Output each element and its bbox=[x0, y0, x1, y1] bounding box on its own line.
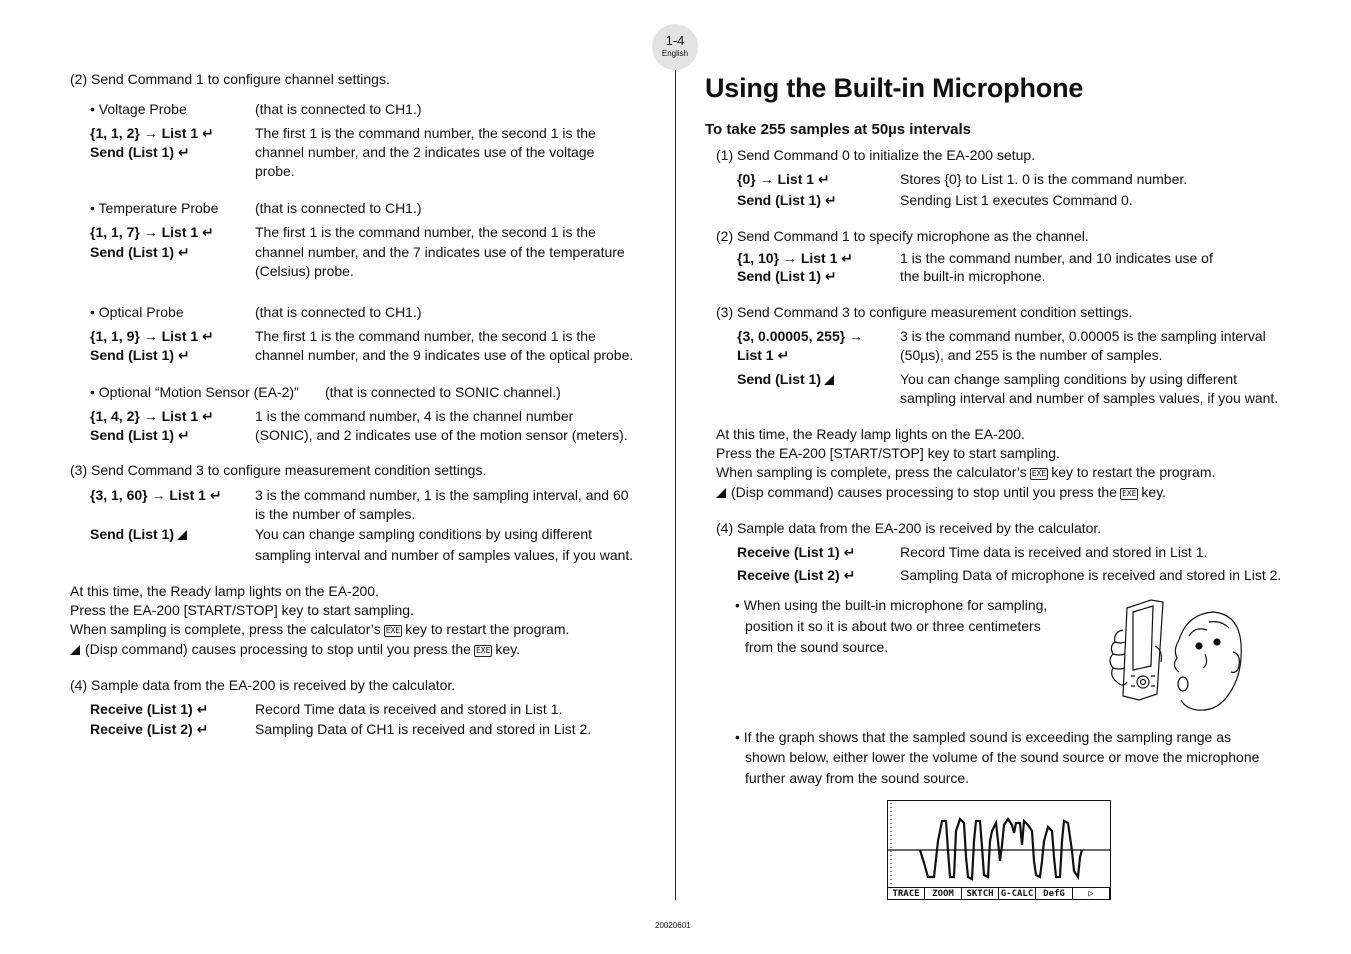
left-recv-desc1: Record Time data is received and stored in List 1. bbox=[255, 701, 563, 717]
exe-key-icon: EXE bbox=[1031, 469, 1047, 478]
optical-label: • Optical Probe bbox=[90, 304, 184, 320]
enter-arrow-icon: ↵ bbox=[192, 721, 209, 737]
left-cond-desc2-1: You can change sampling conditions by using different bbox=[255, 526, 593, 542]
init-desc1: Stores {0} to List 1. 0 is the command number. bbox=[900, 171, 1188, 187]
chan-cmd2 bbox=[737, 267, 837, 286]
temperature-note: (that is connected to CH1.) bbox=[255, 200, 422, 216]
left-cond-desc2-2: sampling interval and number of samples values, if you want. bbox=[255, 547, 634, 563]
left-cond-cmd1-text: {3, 1, 60} → List 1 bbox=[90, 487, 206, 503]
left-para-3 bbox=[70, 620, 569, 639]
disp-triangle-icon bbox=[177, 530, 187, 540]
enter-arrow-icon: ↵ bbox=[198, 408, 214, 424]
enter-arrow-icon: ↵ bbox=[192, 701, 209, 717]
enter-arrow-icon: ↵ bbox=[839, 544, 856, 560]
page-language: English bbox=[661, 49, 689, 58]
init-cmd1-text: {0} → List 1 bbox=[737, 171, 815, 187]
page-number: 1-4 bbox=[665, 33, 685, 48]
left-para-4a: (Disp command) causes processing to stop until you press the bbox=[85, 641, 471, 657]
left-para-3a: When sampling is complete, press the calculator’s bbox=[70, 621, 381, 637]
motion-desc-1: 1 is the command number, 4 is the channel number bbox=[255, 408, 574, 424]
motion-cmd1 bbox=[90, 407, 214, 426]
optical-cmd2-text: Send (List 1) bbox=[90, 347, 175, 363]
right-para-3b: key to restart the program. bbox=[1051, 464, 1216, 480]
bullet2-line1: • If the graph shows that the sampled sound is exceeding the sampling range as bbox=[735, 729, 1231, 745]
right-para-4a: (Disp command) causes processing to stop until you press the bbox=[731, 484, 1117, 500]
right-para-3 bbox=[716, 463, 1215, 482]
voltage-desc-2: channel number, and the 2 indicates use of the voltage bbox=[255, 144, 595, 160]
page-title: Using the Built-in Microphone bbox=[705, 73, 1084, 103]
enter-arrow-icon: ↵ bbox=[814, 171, 830, 187]
left-cond-desc1-2: is the number of samples. bbox=[255, 506, 416, 522]
exe-key-icon: EXE bbox=[475, 646, 491, 655]
motion-cmd2 bbox=[90, 426, 190, 445]
left-para-4b: key. bbox=[495, 641, 521, 657]
optical-cmd2 bbox=[90, 346, 190, 365]
chan-desc-2: the built-in microphone. bbox=[900, 268, 1046, 284]
left-recv-cmd2 bbox=[90, 720, 208, 739]
chan-cmd2-text: Send (List 1) bbox=[737, 268, 822, 284]
bullet1-line1: • When using the built-in microphone for sampling, bbox=[735, 597, 1048, 613]
chan-cmd1-text: {1, 10} → List 1 bbox=[737, 250, 838, 266]
left-para-3b: key to restart the program. bbox=[405, 621, 570, 637]
optical-cmd1 bbox=[90, 327, 214, 346]
voltage-cmd2 bbox=[90, 143, 190, 162]
motion-cmd2-text: Send (List 1) bbox=[90, 427, 175, 443]
right-para-2: Press the EA-200 [START/STOP] key to start sampling. bbox=[716, 445, 1060, 461]
voltage-cmd1 bbox=[90, 124, 214, 143]
left-cond-cmd2 bbox=[90, 525, 187, 544]
enter-arrow-icon: ↵ bbox=[174, 347, 190, 363]
optical-desc-1: The first 1 is the command number, the second 1 is the bbox=[255, 328, 596, 344]
motion-note: (that is connected to SONIC channel.) bbox=[325, 384, 561, 400]
right-para-3a: When sampling is complete, press the calculator’s bbox=[716, 464, 1027, 480]
left-recv-cmd1-text: Receive (List 1) bbox=[90, 701, 193, 717]
bullet1-line3: from the sound source. bbox=[745, 639, 889, 655]
right-cond-desc2-1: You can change sampling conditions by using different bbox=[900, 371, 1238, 387]
menu-defg: DefG bbox=[1036, 887, 1073, 899]
menu-next: ▷ bbox=[1073, 887, 1110, 899]
right-recv-cmd1 bbox=[737, 543, 855, 562]
bullet2-line3: further away from the sound source. bbox=[745, 770, 970, 786]
enter-arrow-icon: ↵ bbox=[198, 328, 214, 344]
voltage-label: • Voltage Probe bbox=[90, 101, 187, 117]
section-subtitle: To take 255 samples at 50µs intervals bbox=[705, 121, 972, 138]
disp-triangle-icon bbox=[70, 645, 80, 655]
enter-arrow-icon: ↵ bbox=[837, 250, 854, 266]
optical-note: (that is connected to CH1.) bbox=[255, 304, 422, 320]
right-cond-cmd1b-text: List 1 bbox=[737, 347, 774, 363]
left-step4: (4) Sample data from the EA-200 is received by the calculator. bbox=[70, 677, 456, 693]
enter-arrow-icon: ↵ bbox=[773, 347, 790, 363]
right-cond-cmd1b bbox=[737, 346, 789, 365]
enter-arrow-icon: ↵ bbox=[821, 268, 837, 284]
temperature-cmd1-text: {1, 1, 7} → List 1 bbox=[90, 224, 199, 240]
bullet2-line2: shown below, either lower the volume of the sound source or move the microphone bbox=[745, 749, 1260, 765]
right-cond-desc1-1: 3 is the command number, 0.00005 is the sampling interval bbox=[900, 328, 1266, 344]
temperature-label: • Temperature Probe bbox=[90, 200, 219, 216]
right-step4: (4) Sample data from the EA-200 is received by the calculator. bbox=[716, 520, 1102, 536]
left-cond-cmd1 bbox=[90, 486, 222, 505]
menu-zoom: ZOOM bbox=[925, 887, 962, 899]
menu-gcalc: G-CALC bbox=[999, 887, 1036, 899]
footer-code: 20020601 bbox=[655, 921, 691, 930]
init-desc2: Sending List 1 executes Command 0. bbox=[900, 192, 1133, 208]
right-para-4b: key. bbox=[1141, 484, 1167, 500]
enter-arrow-icon: ↵ bbox=[839, 567, 856, 583]
enter-arrow-icon: ↵ bbox=[174, 144, 190, 160]
left-recv-cmd2-text: Receive (List 2) bbox=[90, 721, 193, 737]
right-cond-desc2-2: sampling interval and number of samples values, if you want. bbox=[900, 390, 1279, 406]
graph-function-menu bbox=[888, 887, 1110, 899]
init-cmd2-text: Send (List 1) bbox=[737, 192, 822, 208]
right-cond-cmd2 bbox=[737, 370, 834, 389]
temperature-cmd2 bbox=[90, 243, 190, 262]
optical-cmd1-text: {1, 1, 9} → List 1 bbox=[90, 328, 199, 344]
exe-key-icon: EXE bbox=[385, 626, 401, 635]
left-cond-desc1-1: 3 is the command number, 1 is the sampling interval, and 60 bbox=[255, 487, 629, 503]
disp-triangle-icon bbox=[824, 375, 834, 385]
enter-arrow-icon: ↵ bbox=[205, 487, 222, 503]
enter-arrow-icon: ↵ bbox=[174, 427, 190, 443]
right-step3: (3) Send Command 3 to configure measurement condition settings. bbox=[716, 304, 1133, 320]
left-cond-cmd2-text: Send (List 1) bbox=[90, 526, 175, 542]
left-recv-cmd1 bbox=[90, 700, 208, 719]
left-step2: (2) Send Command 1 to configure channel settings. bbox=[70, 71, 390, 87]
init-cmd1 bbox=[737, 170, 830, 189]
left-recv-desc2: Sampling Data of CH1 is received and stored in List 2. bbox=[255, 721, 592, 737]
enter-arrow-icon: ↵ bbox=[821, 192, 837, 208]
voltage-cmd1-text: {1, 1, 2} → List 1 bbox=[90, 125, 199, 141]
left-para-2: Press the EA-200 [START/STOP] key to start sampling. bbox=[70, 602, 414, 618]
bullet1-line2: position it so it is about two or three centimeters bbox=[745, 618, 1041, 634]
right-recv-cmd1-text: Receive (List 1) bbox=[737, 544, 840, 560]
microphone-illustration bbox=[1105, 596, 1245, 718]
column-divider bbox=[675, 70, 676, 900]
temperature-cmd1 bbox=[90, 223, 214, 242]
temperature-desc-3: (Celsius) probe. bbox=[255, 263, 354, 279]
voltage-note: (that is connected to CH1.) bbox=[255, 101, 422, 117]
chan-desc-1: 1 is the command number, and 10 indicates use of bbox=[900, 250, 1213, 266]
menu-sketch: SKTCH bbox=[962, 887, 999, 899]
right-cond-cmd2-text: Send (List 1) bbox=[737, 371, 822, 387]
chan-cmd1 bbox=[737, 249, 853, 268]
right-recv-desc1: Record Time data is received and stored in List 1. bbox=[900, 544, 1208, 560]
menu-trace: TRACE bbox=[888, 887, 925, 899]
waveform-plot bbox=[888, 801, 1110, 887]
init-cmd2 bbox=[737, 191, 837, 210]
motion-cmd1-text: {1, 4, 2} → List 1 bbox=[90, 408, 199, 424]
temperature-desc-2: channel number, and the 7 indicates use of the temperature bbox=[255, 244, 625, 260]
page-number-badge bbox=[652, 24, 698, 70]
enter-arrow-icon: ↵ bbox=[174, 244, 190, 260]
calculator-graph-screen bbox=[887, 800, 1111, 900]
right-recv-desc2: Sampling Data of microphone is received and stored in List 2. bbox=[900, 567, 1282, 583]
right-step1: (1) Send Command 0 to initialize the EA-200 setup. bbox=[716, 147, 1036, 163]
enter-arrow-icon: ↵ bbox=[198, 125, 214, 141]
exe-key-icon: EXE bbox=[1121, 489, 1137, 498]
right-recv-cmd2 bbox=[737, 566, 855, 585]
left-step3: (3) Send Command 3 to configure measurement condition settings. bbox=[70, 462, 487, 478]
voltage-desc-3: probe. bbox=[255, 163, 295, 179]
right-step2: (2) Send Command 1 to specify microphone as the channel. bbox=[716, 228, 1089, 244]
voltage-cmd2-text: Send (List 1) bbox=[90, 144, 175, 160]
right-cond-cmd1a: {3, 0.00005, 255} → bbox=[737, 328, 864, 344]
motion-label: • Optional “Motion Sensor (EA-2)” bbox=[90, 384, 299, 400]
right-recv-cmd2-text: Receive (List 2) bbox=[737, 567, 840, 583]
right-para-1: At this time, the Ready lamp lights on the EA-200. bbox=[716, 426, 1025, 442]
left-para-4 bbox=[70, 640, 520, 659]
right-para-4 bbox=[716, 483, 1166, 502]
disp-triangle-icon bbox=[716, 488, 726, 498]
left-para-1: At this time, the Ready lamp lights on the EA-200. bbox=[70, 583, 379, 599]
right-cond-desc1-2: (50µs), and 255 is the number of samples. bbox=[900, 347, 1163, 363]
motion-desc-2: (SONIC), and 2 indicates use of the motion sensor (meters). bbox=[255, 427, 628, 443]
temperature-cmd2-text: Send (List 1) bbox=[90, 244, 175, 260]
temperature-desc-1: The first 1 is the command number, the second 1 is the bbox=[255, 224, 596, 240]
enter-arrow-icon: ↵ bbox=[198, 224, 214, 240]
voltage-desc-1: The first 1 is the command number, the second 1 is the bbox=[255, 125, 596, 141]
optical-desc-2: channel number, and the 9 indicates use of the optical probe. bbox=[255, 347, 634, 363]
